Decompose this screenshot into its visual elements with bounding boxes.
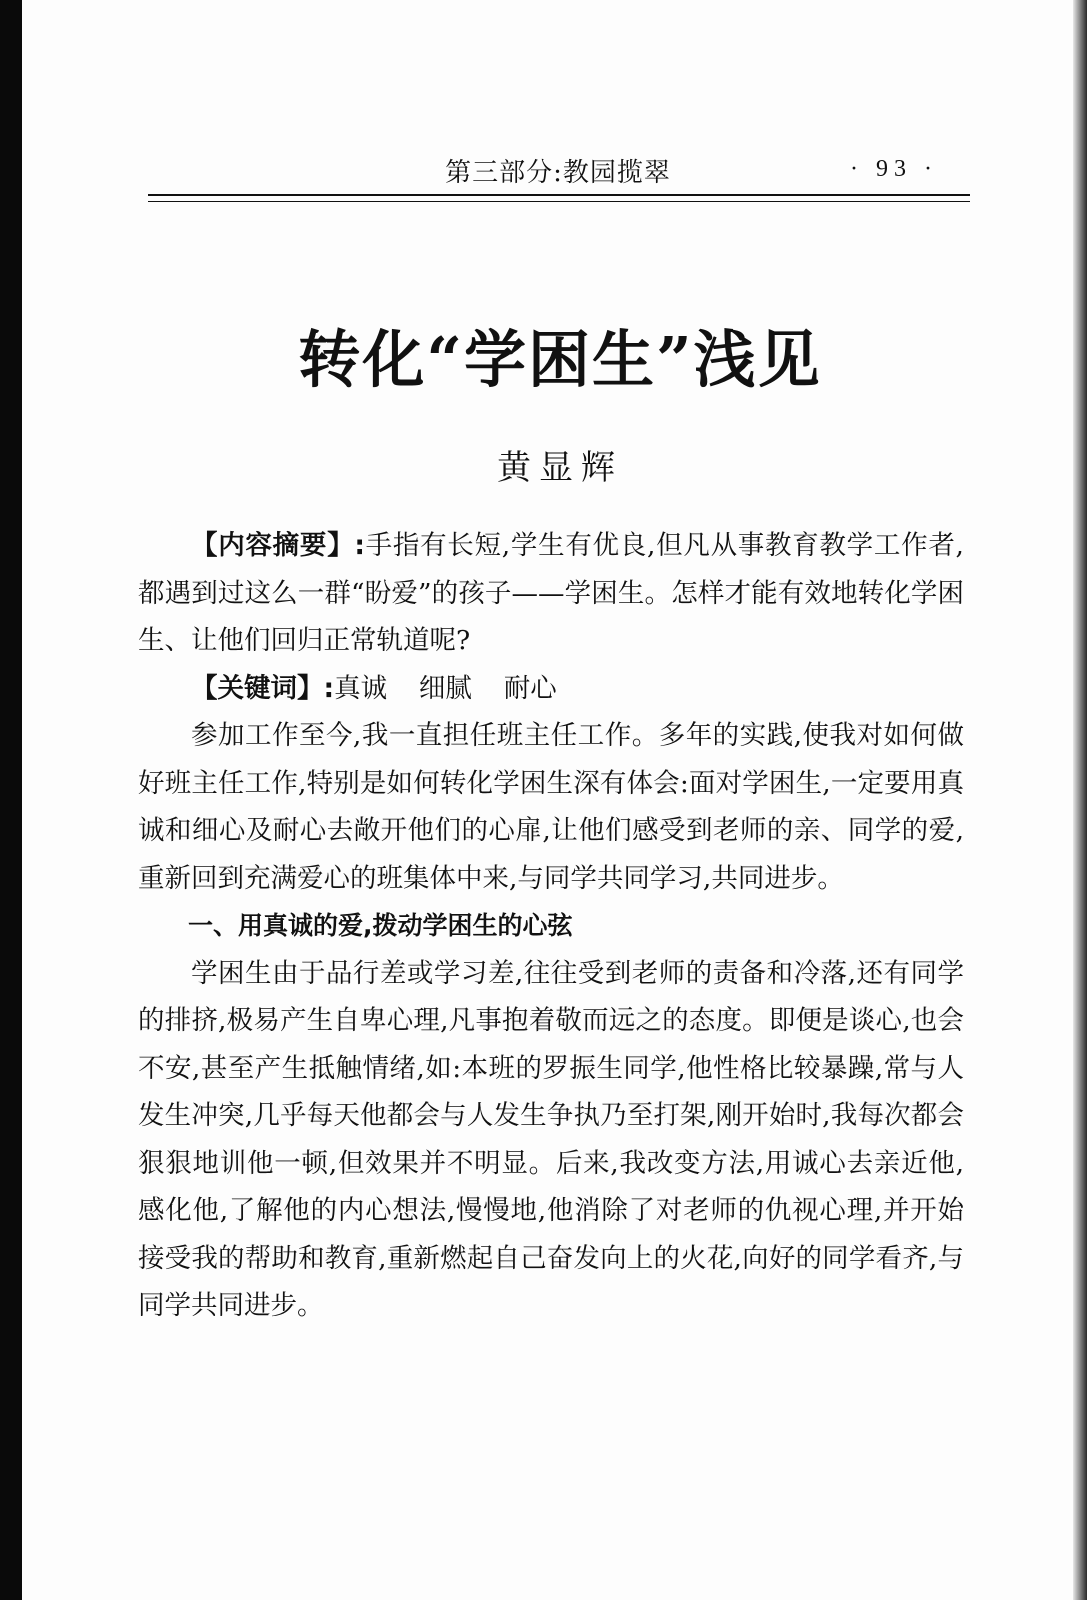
scan-edge-left [0,0,22,1600]
keyword-item: 耐心 [503,672,557,704]
abstract-text: 手指有长短,学生有优良,但凡从事教育教学工作者,都遇到过这么一群“盼爱”的孩子——学困生。怎样才能有效地转化学困生、让他们回归正常轨道呢? [138,530,964,656]
header-rule-thin [148,201,970,202]
header-rule-thick [148,194,970,196]
keyword-item: 细腻 [418,672,472,704]
keywords-label: 【关键词】: [191,672,335,704]
section-heading: 一、用真诚的爱,拨动学困生的心弦 [188,911,573,940]
section-paragraph: 学困生由于品行差或学习差,往往受到老师的责备和冷落,还有同学的排挤,极易产生自卑心理,凡事抱着敬而远之的态度。即便是谈心,也会不安,甚至产生抵触情绪,如:本班的罗振生同学,他性格比较暴躁,常与人发生冲突,几乎每天他都会与人发生争执乃至打架,刚开始时,我每次都会狠狠地训他一顿,但效果并不明显。后来,我改变方法,用诚心去亲近他,感化他,了解他的内心想法,慢慢地,他消除了对老师的仇视心理,并开始接受我的帮助和教育,重新燃起自己奋发向上的火花,向好的同学看齐,与同学共同进步。 [138,957,964,1321]
article-title: 转化“学困生”浅见 [298,323,822,396]
page-number: · 93 · [850,156,938,182]
keywords-paragraph [138,665,964,713]
keyword-item: 真诚 [334,672,388,704]
author-name: 黄显辉 [497,448,623,488]
abstract-label: 【内容摘要】: [191,530,365,561]
intro-paragraph: 参加工作至今,我一直担任班主任工作。多年的实践,使我对如何做好班主任工作,特别是如何转化学困生深有体会:面对学困生,一定要用真诚和细心及耐心去敞开他们的心扉,让他们感受到老师的亲、同学的爱,重新回到充满爱心的班集体中来,与同学共同学习,共同进步。 [138,720,964,894]
abstract-paragraph [138,522,964,665]
scan-edge-right [1073,0,1087,1600]
article-body [138,522,964,1330]
section-title: 第三部分:教园揽翠 [445,158,671,188]
running-header [148,150,968,192]
